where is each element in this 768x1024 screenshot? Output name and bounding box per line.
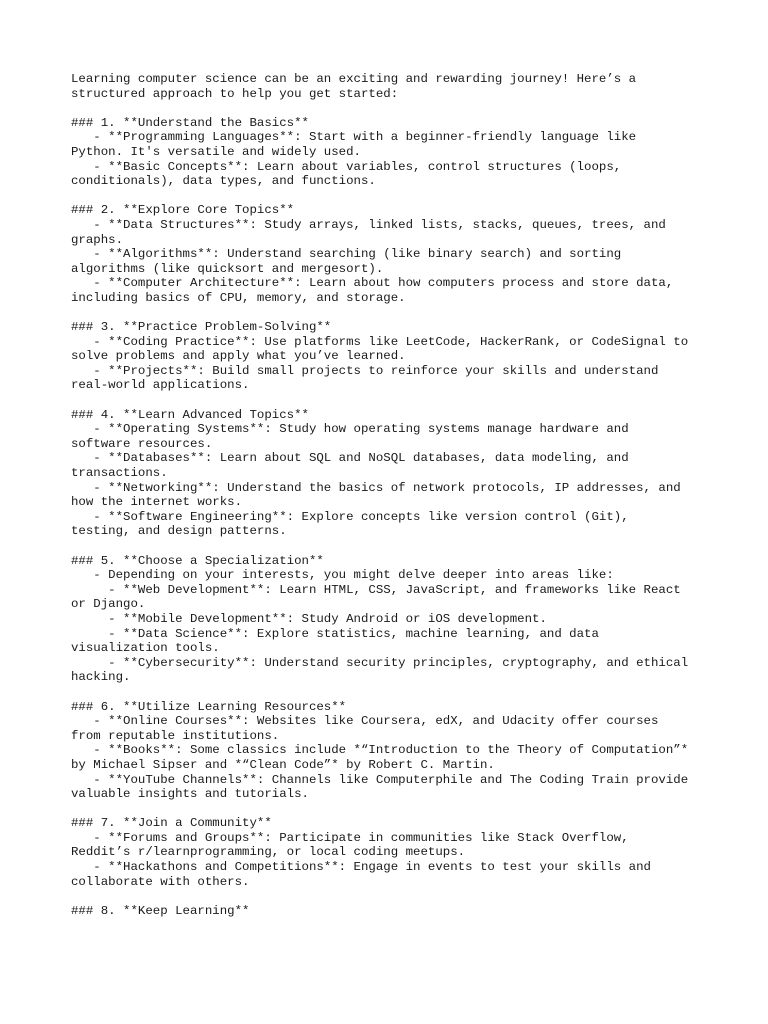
text-line: conditionals), data types, and functions. — [71, 174, 376, 189]
section-heading: ### 6. **Utilize Learning Resources** — [71, 699, 347, 714]
text-line: Python. It's versatile and widely used. — [71, 144, 361, 159]
text-line: - **Forums and Groups**: Participate in communities like Stack Overflow, — [71, 830, 629, 845]
text-line: - **Cybersecurity**: Understand security principles, cryptography, and ethical — [71, 655, 689, 670]
text-line: graphs. — [71, 232, 124, 247]
text-line: Reddit’s r/learnprogramming, or local coding meetups. — [71, 845, 466, 860]
text-line: - **Hackathons and Competitions**: Engage in events to test your skills and — [71, 860, 651, 875]
text-line: - **Programming Languages**: Start with a beginner-friendly language like — [71, 130, 637, 145]
text-line: from reputable institutions. — [71, 728, 280, 743]
blank-line — [71, 306, 701, 321]
text-line: collaborate with others. — [71, 874, 250, 889]
section-heading: ### 1. **Understand the Basics** — [71, 115, 309, 130]
text-line: Learning computer science can be an exciting and rewarding journey! Here’s a — [71, 72, 637, 86]
text-line: visualization tools. — [71, 641, 220, 656]
text-line: - Depending on your interests, you might delve deeper into areas like: — [71, 568, 614, 583]
text-line: software resources. — [71, 436, 213, 451]
blank-line — [71, 189, 701, 204]
section-heading: ### 3. **Practice Problem-Solving** — [71, 320, 332, 335]
text-line: - **Data Structures**: Study arrays, linked lists, stacks, queues, trees, and — [71, 217, 666, 232]
text-line: how the internet works. — [71, 495, 243, 510]
section-heading: ### 5. **Choose a Specialization** — [71, 553, 324, 568]
text-line: structured approach to help you get started: — [71, 86, 399, 101]
blank-line — [71, 393, 701, 408]
text-line: - **YouTube Channels**: Channels like Computerphile and The Coding Train provide — [71, 772, 689, 787]
blank-line — [71, 539, 701, 554]
text-line: - **Data Science**: Explore statistics, machine learning, and data — [71, 626, 599, 641]
text-line: transactions. — [71, 466, 168, 481]
text-line: - **Online Courses**: Websites like Coursera, edX, and Udacity offer courses — [71, 714, 659, 729]
text-line: real-world applications. — [71, 378, 250, 393]
section-heading: ### 8. **Keep Learning** — [71, 903, 250, 918]
text-line: testing, and design patterns. — [71, 524, 287, 539]
text-line: - **Coding Practice**: Use platforms like LeetCode, HackerRank, or CodeSignal to — [71, 334, 689, 349]
text-line: or Django. — [71, 597, 146, 612]
blank-line — [71, 685, 701, 700]
section-heading: ### 4. **Learn Advanced Topics** — [71, 407, 309, 422]
text-line: solve problems and apply what you’ve learned. — [71, 349, 406, 364]
text-line: - **Networking**: Understand the basics of network protocols, IP addresses, and — [71, 480, 681, 495]
text-line: by Michael Sipser and *“Clean Code”* by Robert C. Martin. — [71, 757, 495, 772]
text-line: - **Operating Systems**: Study how operating systems manage hardware and — [71, 422, 629, 437]
text-line: including basics of CPU, memory, and storage. — [71, 290, 406, 305]
section-heading: ### 7. **Join a Community** — [71, 816, 272, 831]
text-line: - **Databases**: Learn about SQL and NoSQL databases, data modeling, and — [71, 451, 629, 466]
text-line: - **Mobile Development**: Study Android or iOS development. — [71, 611, 547, 626]
text-line: - **Computer Architecture**: Learn about how computers process and store data, — [71, 276, 674, 291]
document-body — [71, 72, 701, 918]
blank-line — [71, 802, 701, 817]
text-line: - **Algorithms**: Understand searching (like binary search) and sorting — [71, 247, 622, 262]
text-line: hacking. — [71, 670, 131, 685]
text-line: - **Projects**: Build small projects to reinforce your skills and understand — [71, 363, 659, 378]
text-line: - **Basic Concepts**: Learn about variables, control structures (loops, — [71, 159, 622, 174]
text-line: - **Books**: Some classics include *“Introduction to the Theory of Computation”* — [71, 743, 689, 758]
blank-line — [71, 889, 701, 904]
text-line: - **Web Development**: Learn HTML, CSS, JavaScript, and frameworks like React — [71, 582, 681, 597]
text-line: valuable insights and tutorials. — [71, 787, 309, 802]
section-heading: ### 2. **Explore Core Topics** — [71, 203, 295, 218]
blank-line — [71, 101, 701, 116]
text-line: - **Software Engineering**: Explore concepts like version control (Git), — [71, 509, 629, 524]
text-line: algorithms (like quicksort and mergesort). — [71, 261, 384, 276]
